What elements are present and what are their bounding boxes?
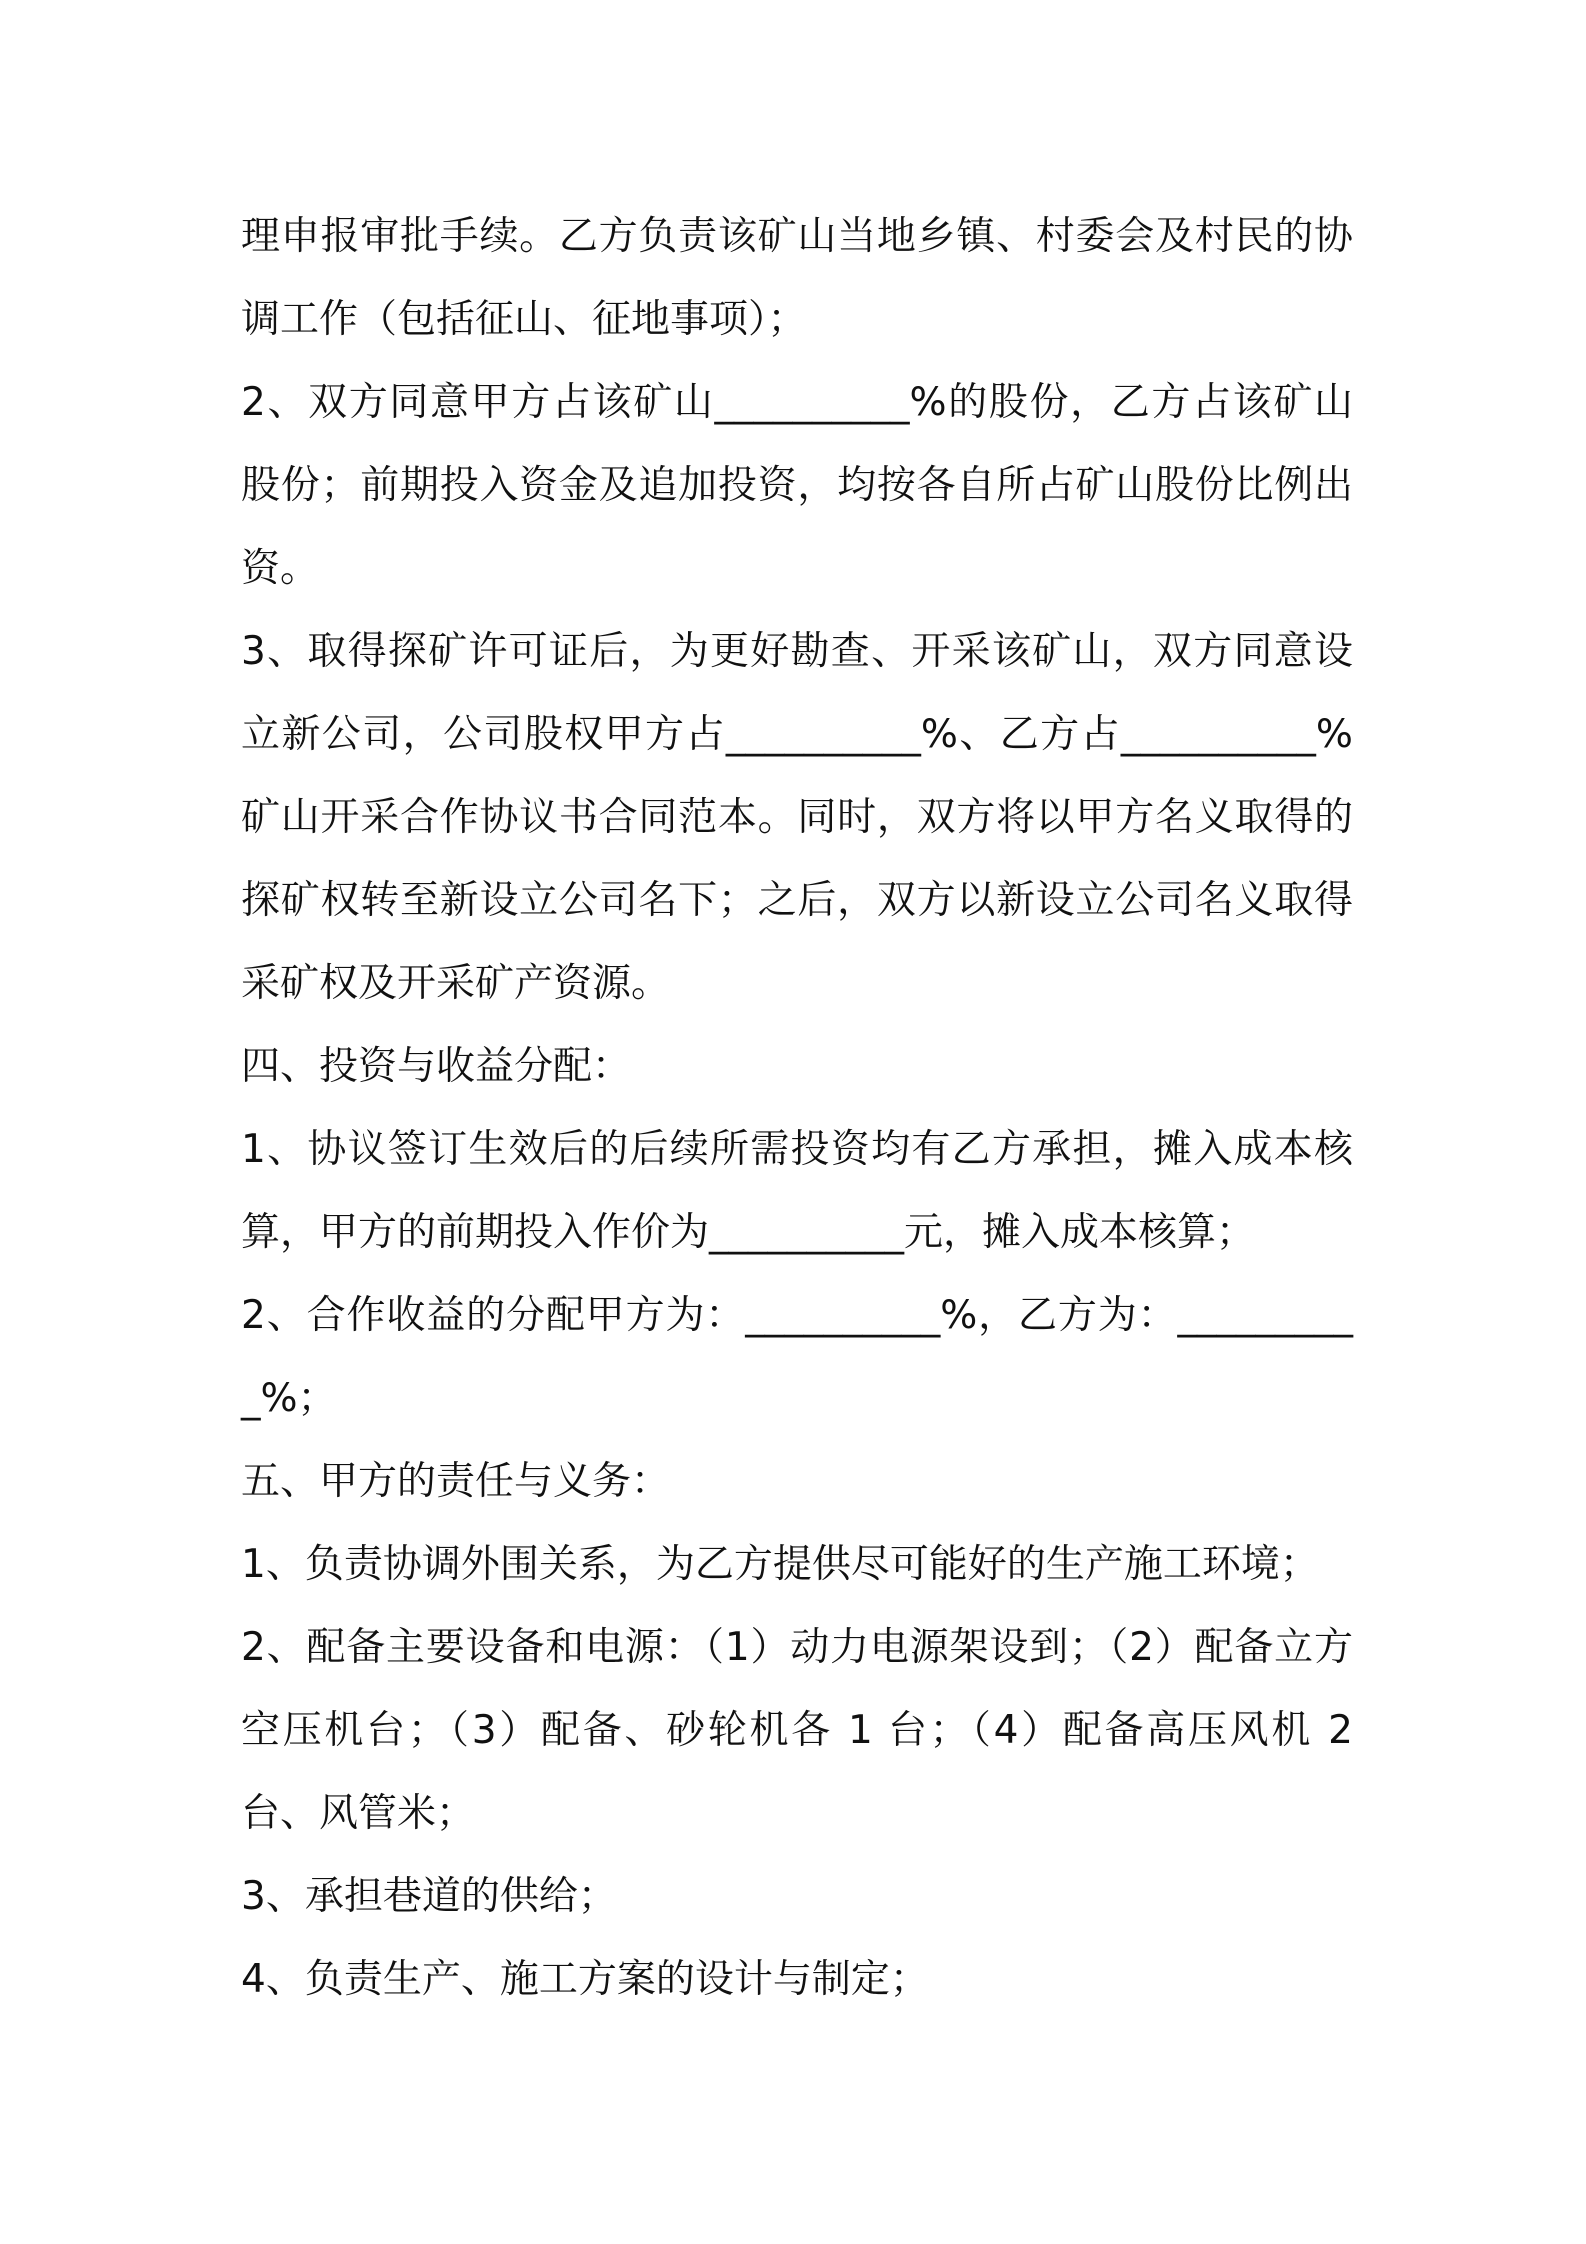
paragraph-external-relations: 1、负责协调外围关系，为乙方提供尽可能好的生产施工环境；	[241, 1542, 1319, 1587]
paragraph-share-ratio: 2、双方同意甲方占该矿山__________%的股份，乙方占该矿山股份；前期投入资金及追加投资，均按各自所占矿山股份比例出资。	[241, 380, 1353, 591]
paragraph-approval-procedures: 理申报审批手续。乙方负责该矿山当地乡镇、村委会及村民的协调工作（包括征山、征地事项）；	[241, 214, 1353, 342]
paragraph-construction-plan: 4、负责生产、施工方案的设计与制定；	[241, 1957, 929, 2002]
section-heading-party-a-duties: 五、甲方的责任与义务：	[241, 1459, 671, 1504]
document-body	[241, 195, 1353, 2021]
paragraph-profit-distribution: 2、合作收益的分配甲方为：__________%，乙方为：__________%；	[241, 1293, 1353, 1421]
paragraph-equipment-power: 2、配备主要设备和电源：（1）动力电源架设到；（2）配备立方空压机台；（3）配备、砂轮机各 1 台；（4）配备高压风机 2 台、风管米；	[241, 1625, 1353, 1836]
paragraph-tunnel-supply: 3、承担巷道的供给；	[241, 1874, 617, 1919]
paragraph-investment-cost: 1、协议签订生效后的后续所需投资均有乙方承担，摊入成本核算，甲方的前期投入作价为__________元，摊入成本核算；	[241, 1127, 1353, 1255]
paragraph-new-company: 3、取得探矿许可证后，为更好勘查、开采该矿山，双方同意设立新公司，公司股权甲方占__________%、乙方占__________%矿山开采合作协议书合同范本。同时，双方将以甲方名义取得的探矿权转至新设立公司名下；之后，双方以新设立公司名义取得采矿权及开采矿产资源。	[241, 629, 1353, 1006]
section-heading-investment-profit: 四、投资与收益分配：	[241, 1044, 632, 1089]
